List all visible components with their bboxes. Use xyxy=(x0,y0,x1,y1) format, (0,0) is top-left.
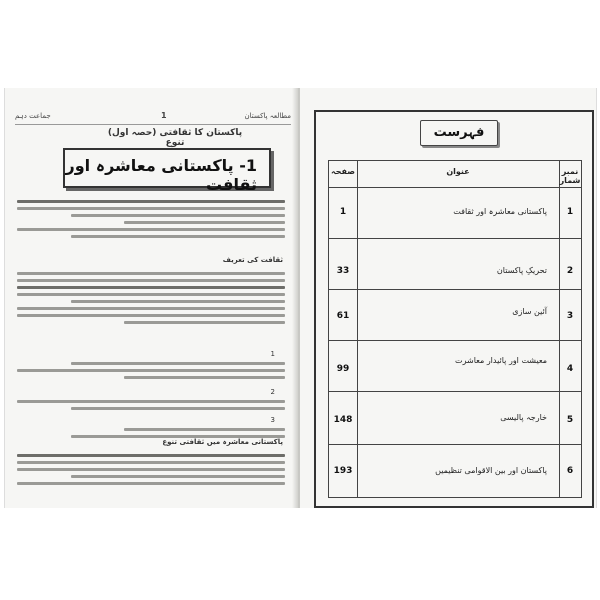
toc-chapter-title: پاکستانی معاشرہ اور ثقافت xyxy=(453,207,547,216)
toc-page-number: 33 xyxy=(336,266,350,276)
toc-header-page: صفحہ xyxy=(331,167,355,176)
toc-chapter-title: آئین سازی xyxy=(512,307,547,316)
toc-chapter-number: 5 xyxy=(566,415,574,425)
toc-chapter-number: 6 xyxy=(566,466,574,476)
toc-row xyxy=(329,444,581,497)
toc-chapter-number: 2 xyxy=(566,266,574,276)
right-page xyxy=(300,88,597,508)
chapter-title: 1- پاکستانی معاشرہ اور ثقافت xyxy=(65,156,257,194)
toc-frame xyxy=(314,110,594,508)
toc-row xyxy=(329,391,581,444)
body-text-block-3 xyxy=(17,358,285,383)
toc-chapter-number: 1 xyxy=(566,207,574,217)
toc-page-number: 61 xyxy=(336,311,350,321)
left-page xyxy=(4,88,299,508)
toc-chapter-title: معیشت اور پائیدار معاشرت xyxy=(455,356,547,365)
toc-chapter-title: تحریکِ پاکستان xyxy=(496,266,547,275)
bullet-number-2: 2 xyxy=(270,388,275,396)
toc-page-number: 99 xyxy=(336,364,350,374)
toc-row xyxy=(329,289,581,340)
subhead-culture-definition: ثقافت کی تعریف xyxy=(222,256,283,264)
toc-row xyxy=(329,340,581,391)
toc-chapter-number: 4 xyxy=(566,364,574,374)
chapter-title-box xyxy=(63,148,271,194)
toc-page-number: 1 xyxy=(339,207,347,217)
running-head xyxy=(15,110,291,125)
toc-chapter-title: پاکستان اور بین الاقوامی تنظیمیں xyxy=(435,466,547,475)
toc-row xyxy=(329,238,581,289)
toc-page-number: 193 xyxy=(333,466,353,476)
toc-chapter-title: خارجہ پالیسی xyxy=(500,413,547,422)
section-label: (حصہ اول) پاکستان کا ثقافتی تنوع xyxy=(107,128,243,148)
toc-header-number: نمبر شمار xyxy=(559,167,581,185)
subhead-cultural-diversity: پاکستانی معاشرہ میں ثقافتی تنوع xyxy=(162,438,283,446)
open-book xyxy=(0,88,600,508)
running-head-subject: مطالعہ پاکستان xyxy=(244,112,291,120)
body-text-block-4 xyxy=(17,396,285,414)
body-text-block-1 xyxy=(17,196,285,242)
bullet-number-1: 1 xyxy=(270,350,275,358)
body-text-block-2 xyxy=(17,268,285,328)
toc-header-title: عنوان xyxy=(446,167,470,176)
toc-page-number: 148 xyxy=(333,415,353,425)
toc-row xyxy=(329,187,581,238)
toc-chapter-number: 3 xyxy=(566,311,574,321)
toc-heading: فہرست xyxy=(420,120,498,146)
running-head-class: جماعت دہم xyxy=(15,112,51,120)
body-text-block-6 xyxy=(17,450,285,489)
page-number: 1 xyxy=(161,111,167,120)
toc-table xyxy=(328,160,582,498)
bullet-number-3: 3 xyxy=(270,416,275,424)
